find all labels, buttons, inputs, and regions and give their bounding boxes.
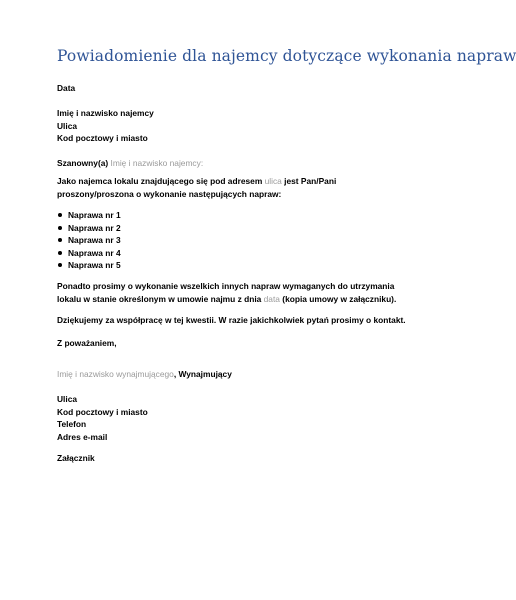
- salutation-prefix: Szanowny(a): [57, 158, 111, 168]
- bullet-icon: [58, 238, 62, 242]
- intro-paragraph: [57, 175, 407, 200]
- repair-item-label: Naprawa nr 3: [68, 235, 121, 245]
- recipient-city: Kod pocztowy i miasto: [57, 133, 148, 143]
- recipient-street: Ulica: [57, 120, 78, 131]
- bullet-icon: [58, 226, 62, 230]
- additional-part2: (kopia umowy w załączniku).: [279, 293, 397, 304]
- additional-paragraph: [57, 280, 407, 305]
- repair-item-label: Naprawa nr 1: [68, 210, 121, 220]
- recipient-name: Imię i nazwisko najemcy: [57, 108, 154, 118]
- document-title: Powiadomienie dla najemcy dotyczące wykonania napraw: [57, 47, 516, 65]
- signature-role: , Wynajmujący: [173, 369, 232, 379]
- date-field: Data: [57, 83, 76, 93]
- additional-part1: Ponadto prosimy o wykonanie wszelkich innych napraw wymaganych do utrzymania lokalu w stanie określonym w umowie najmu z dnia: [57, 281, 395, 304]
- additional-date-placeholder: data: [263, 293, 280, 304]
- repair-item-label: Naprawa nr 2: [68, 222, 121, 233]
- bullet-icon: [58, 213, 62, 217]
- signature-name-placeholder: Imię i nazwisko wynajmującego: [57, 369, 174, 379]
- bullet-icon: [58, 263, 62, 267]
- intro-part2: jest Pan/Pani proszony/proszona o wykonanie następujących napraw:: [57, 176, 337, 199]
- repair-item-label: Naprawa nr 5: [68, 260, 121, 270]
- sender-city: Kod pocztowy i miasto: [57, 406, 148, 417]
- thanks-paragraph: Dziękujemy za współpracę w tej kwestii. W razie jakichkolwiek pytań prosimy o kontakt.: [57, 315, 406, 325]
- bullet-icon: [58, 251, 62, 255]
- intro-part1: Jako najemca lokalu znajdującego się pod adresem: [57, 176, 265, 186]
- sender-email: Adres e-mail: [57, 431, 108, 442]
- salutation: [57, 157, 203, 170]
- salutation-name-placeholder: Imię i nazwisko najemcy: [110, 158, 201, 168]
- signature: [57, 368, 232, 381]
- salutation-suffix: :: [200, 158, 204, 168]
- intro-address-placeholder: ulica: [264, 176, 282, 186]
- closing: Z poważaniem,: [57, 338, 117, 348]
- sender-street: Ulica: [57, 394, 78, 404]
- attachment-label: Załącznik: [57, 453, 95, 463]
- sender-phone: Telefon: [57, 419, 87, 429]
- repair-item-label: Naprawa nr 4: [68, 247, 121, 258]
